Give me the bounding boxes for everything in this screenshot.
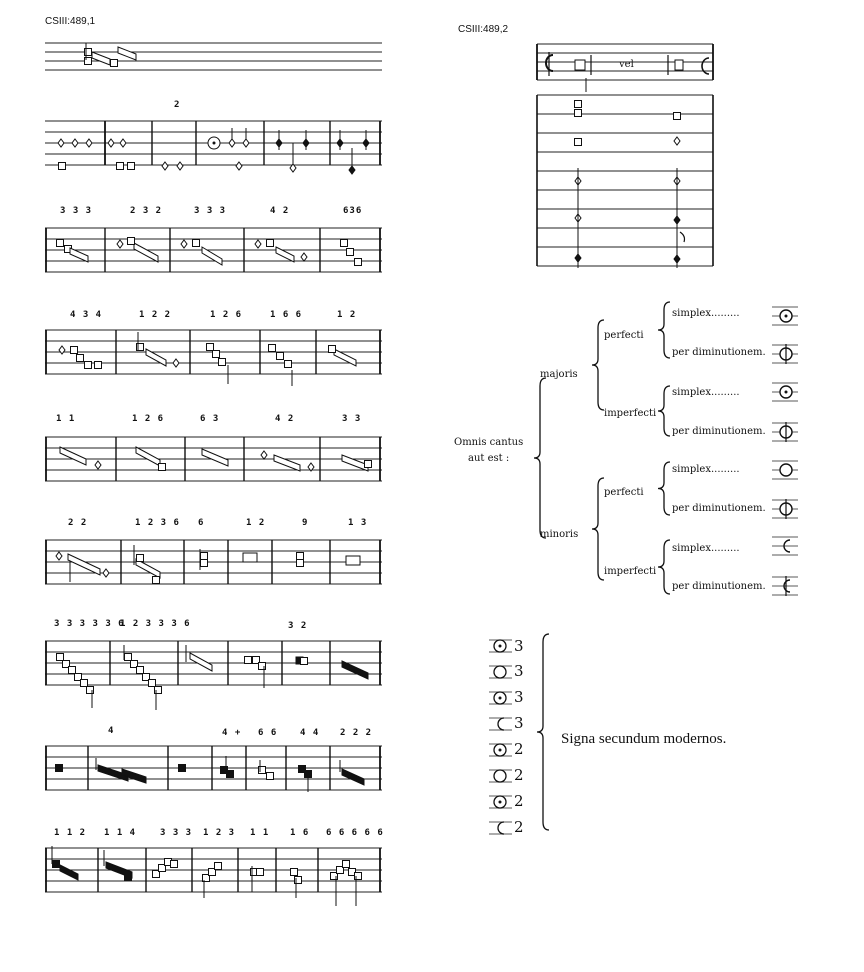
sign-number: 2 bbox=[514, 792, 524, 810]
numeral-label: 3 3 3 bbox=[194, 206, 227, 216]
tree-perdim-2: per diminutionem. bbox=[672, 426, 766, 437]
numeral-label: 1 6 6 bbox=[270, 310, 303, 320]
tree-imperfecti-1: imperfecti bbox=[604, 408, 657, 419]
tree-root-2: aut est : bbox=[468, 453, 510, 464]
numeral-label: 4 3 4 bbox=[70, 310, 103, 320]
breve-note bbox=[674, 113, 681, 120]
sign-dot bbox=[785, 391, 788, 394]
numeral-label: 1 2 3 6 bbox=[135, 518, 180, 528]
numeral-label: 4 + bbox=[222, 728, 242, 738]
tree-perdim-1: per diminutionem. bbox=[672, 347, 766, 358]
numeral-label: 3 3 3 3 3 6 bbox=[54, 619, 125, 629]
brace-perfecti-2 bbox=[658, 462, 670, 515]
numeral-label: 1 1 4 bbox=[104, 828, 137, 838]
sign-number: 3 bbox=[514, 637, 524, 655]
numeral-label: 1 1 bbox=[250, 828, 270, 838]
signs-caption: Signa secundum modernos. bbox=[561, 731, 727, 747]
numeral-label: 6 6 bbox=[258, 728, 278, 738]
tree-simplex-4: simplex......... bbox=[672, 543, 740, 554]
numeral-label: 4 bbox=[108, 726, 115, 736]
numeral-label: 3 3 3 bbox=[60, 206, 93, 216]
sign-dot bbox=[499, 697, 502, 700]
numeral-label: 1 1 bbox=[56, 414, 76, 424]
numeral-label: 1 2 6 bbox=[210, 310, 243, 320]
tree-perdim-4: per diminutionem. bbox=[672, 581, 766, 592]
numeral-label: 6 bbox=[198, 518, 205, 528]
breve-note bbox=[575, 139, 582, 146]
numeral-label: 1 2 3 bbox=[203, 828, 236, 838]
numeral-label: 636 bbox=[343, 206, 363, 216]
c-sign bbox=[498, 718, 504, 730]
flag bbox=[680, 232, 685, 242]
tree-root: Omnis cantus bbox=[454, 437, 524, 448]
c-sign bbox=[498, 822, 504, 834]
brace-perfecti-1 bbox=[658, 302, 670, 358]
sign-number: 2 bbox=[514, 766, 524, 784]
sign-dot bbox=[499, 645, 502, 648]
numeral-label: 9 bbox=[302, 518, 309, 528]
numeral-label: 1 2 bbox=[337, 310, 357, 320]
numeral-label: 1 1 2 bbox=[54, 828, 87, 838]
tree-majoris: majoris bbox=[540, 369, 578, 380]
numeral-label: 1 6 bbox=[290, 828, 310, 838]
numeral-label: 2 2 2 bbox=[340, 728, 373, 738]
brace-majoris bbox=[592, 320, 604, 410]
numeral-label: 6 6 6 6 6 bbox=[326, 828, 384, 838]
tree-perfecti-1: perfecti bbox=[604, 330, 644, 341]
semibreve-note bbox=[674, 137, 680, 145]
numeral-label: 2 bbox=[174, 100, 181, 110]
numeral-label: 1 2 bbox=[246, 518, 266, 528]
tree-minoris: minoris bbox=[540, 529, 579, 540]
tree-simplex-2: simplex......... bbox=[672, 387, 740, 398]
vel-label: vel bbox=[619, 59, 634, 70]
sign-number: 2 bbox=[514, 740, 524, 758]
numeral-label: 1 2 3 3 3 6 bbox=[120, 619, 191, 629]
circle-sign bbox=[780, 464, 792, 476]
sign-dot bbox=[499, 801, 502, 804]
numeral-label: 6 3 bbox=[200, 414, 220, 424]
sign-number: 3 bbox=[514, 714, 524, 732]
tree-perfecti-2: perfecti bbox=[604, 487, 644, 498]
brace-root bbox=[534, 378, 546, 538]
numeral-label: 1 2 2 bbox=[139, 310, 172, 320]
brace-imperfecti-2 bbox=[658, 540, 670, 594]
numeral-label: 2 2 bbox=[68, 518, 88, 528]
numeral-label: 3 3 bbox=[342, 414, 362, 424]
breve-note bbox=[575, 101, 582, 108]
tree-imperfecti-2: imperfecti bbox=[604, 566, 657, 577]
numeral-label: 2 3 2 bbox=[130, 206, 163, 216]
numeral-label: 1 3 bbox=[348, 518, 368, 528]
sign-number: 2 bbox=[514, 818, 524, 836]
tree-perdim-3: per diminutionem. bbox=[672, 503, 766, 514]
c-sign bbox=[702, 58, 709, 74]
circle-sign bbox=[494, 770, 506, 782]
sign-number: 3 bbox=[514, 688, 524, 706]
numeral-label: 3 2 bbox=[288, 621, 308, 631]
tree-simplex-1: simplex......... bbox=[672, 308, 740, 319]
sign-number: 3 bbox=[514, 662, 524, 680]
numeral-label: 1 2 6 bbox=[132, 414, 165, 424]
numeral-label: 4 2 bbox=[275, 414, 295, 424]
reference-left: CSIII:489,1 bbox=[45, 16, 96, 27]
brace-signs bbox=[537, 634, 549, 830]
numeral-label: 4 2 bbox=[270, 206, 290, 216]
breve-note bbox=[675, 60, 683, 70]
numeral-label: 3 3 3 bbox=[160, 828, 193, 838]
sign-dot bbox=[785, 315, 788, 318]
circle-sign bbox=[494, 666, 506, 678]
breve-note bbox=[575, 60, 585, 70]
brace-imperfecti-1 bbox=[658, 386, 670, 436]
tree-simplex-3: simplex......... bbox=[672, 464, 740, 475]
breve-note bbox=[575, 110, 582, 117]
brace-minoris bbox=[592, 478, 604, 580]
sign-dot bbox=[499, 749, 502, 752]
reference-right: CSIII:489,2 bbox=[458, 24, 509, 35]
numeral-label: 4 4 bbox=[300, 728, 320, 738]
